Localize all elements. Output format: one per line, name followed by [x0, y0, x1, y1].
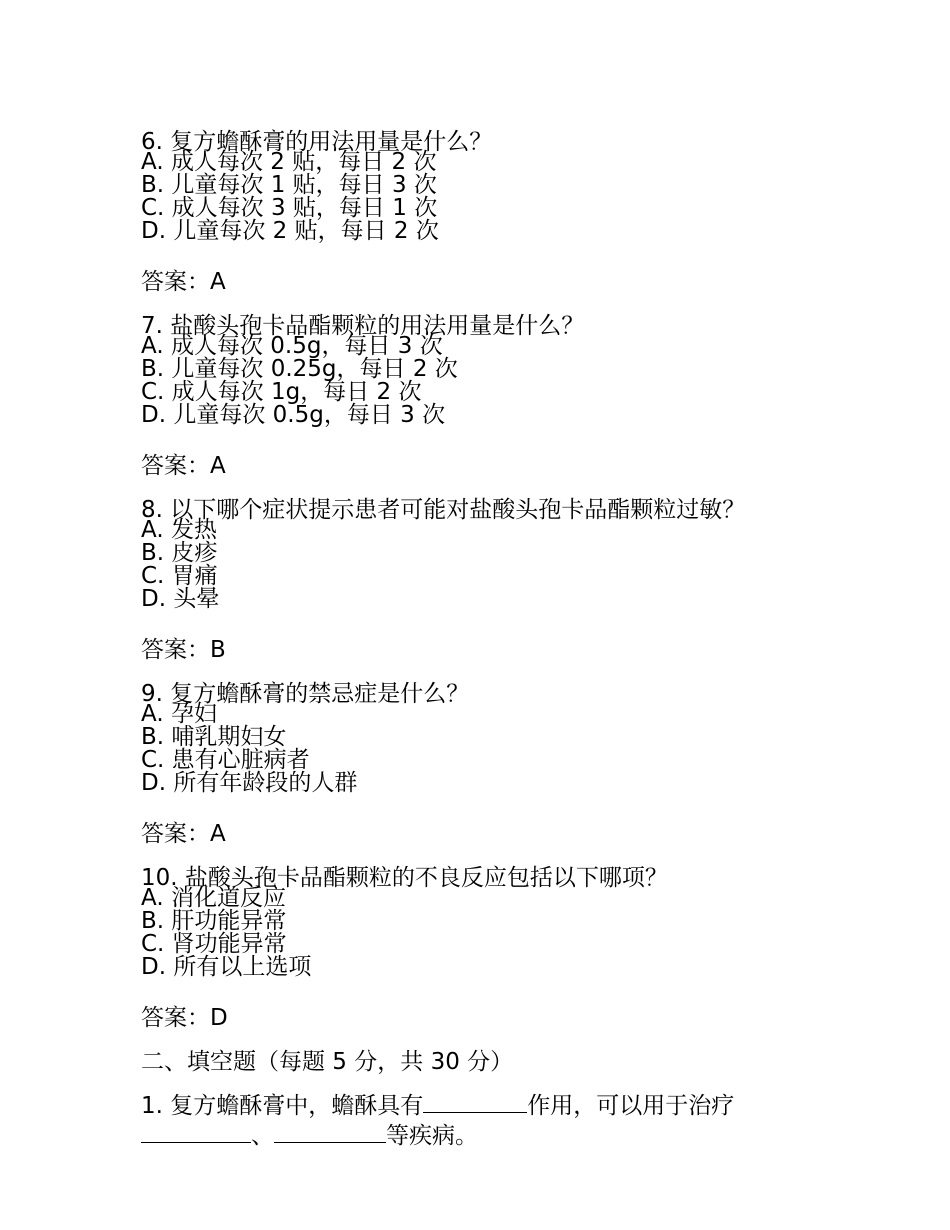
- option-d: D. 所有年龄段的人群: [141, 770, 358, 796]
- option-c: C. 成人每次 3 贴，每日 1 次: [141, 195, 438, 221]
- answer: 答案：A: [141, 269, 226, 295]
- option-d: D. 儿童每次 0.5g，每日 3 次: [141, 402, 446, 428]
- option-c: C. 胃痛: [141, 563, 218, 589]
- option-b: B. 儿童每次 0.25g，每日 2 次: [141, 356, 458, 382]
- option-b: B. 皮疹: [141, 540, 218, 566]
- option-b: B. 儿童每次 1 贴，每日 3 次: [141, 172, 437, 198]
- option-a: A. 成人每次 2 贴，每日 2 次: [141, 149, 437, 175]
- fill-line-2: [141, 1120, 821, 1150]
- option-d: D. 所有以上选项: [141, 954, 312, 980]
- fill-line-1: [141, 1090, 821, 1120]
- section-heading: 二、填空题（每题 5 分，共 30 分）: [141, 1049, 514, 1075]
- question-stem: 8. 以下哪个症状提示患者可能对盐酸头孢卡品酯颗粒过敏？: [141, 497, 746, 523]
- answer-blank: [423, 1090, 527, 1113]
- option-b: B. 肝功能异常: [141, 908, 287, 934]
- fill-text: 等疾病。: [386, 1123, 478, 1149]
- option-a: A. 消化道反应: [141, 885, 286, 911]
- answer: 答案：A: [141, 453, 226, 479]
- fill-text: 1. 复方蟾酥膏中，蟾酥具有: [141, 1093, 424, 1119]
- question-8: [141, 496, 821, 664]
- question-stem: 10. 盐酸头孢卡品酯颗粒的不良反应包括以下哪项？: [141, 865, 668, 891]
- fill-text: 作用，可以用于治疗: [527, 1093, 735, 1119]
- document-page: [141, 128, 821, 1150]
- question-stem: 7. 盐酸头孢卡品酯颗粒的用法用量是什么？: [141, 313, 585, 339]
- fill-question-1: [141, 1090, 821, 1150]
- option-d: D. 头晕: [141, 586, 220, 612]
- option-a: A. 成人每次 0.5g，每日 3 次: [141, 333, 443, 359]
- question-10: [141, 864, 821, 1032]
- option-c: C. 成人每次 1g，每日 2 次: [141, 379, 422, 405]
- fill-text: 、: [251, 1123, 274, 1149]
- question-9: [141, 680, 821, 848]
- question-6: [141, 128, 821, 296]
- answer: 答案：B: [141, 637, 226, 663]
- question-7: [141, 312, 821, 480]
- answer-blank: [274, 1120, 386, 1143]
- answer: 答案：D: [141, 1005, 228, 1031]
- answer-blank: [141, 1120, 251, 1143]
- option-c: C. 肾功能异常: [141, 931, 287, 957]
- question-stem: 6. 复方蟾酥膏的用法用量是什么？: [141, 129, 493, 155]
- question-stem: 9. 复方蟾酥膏的禁忌症是什么？: [141, 681, 470, 707]
- option-a: A. 孕妇: [141, 701, 217, 727]
- option-a: A. 发热: [141, 517, 217, 543]
- option-d: D. 儿童每次 2 贴，每日 2 次: [141, 218, 439, 244]
- option-c: C. 患有心脏病者: [141, 747, 310, 773]
- option-b: B. 哺乳期妇女: [141, 724, 287, 750]
- answer: 答案：A: [141, 821, 226, 847]
